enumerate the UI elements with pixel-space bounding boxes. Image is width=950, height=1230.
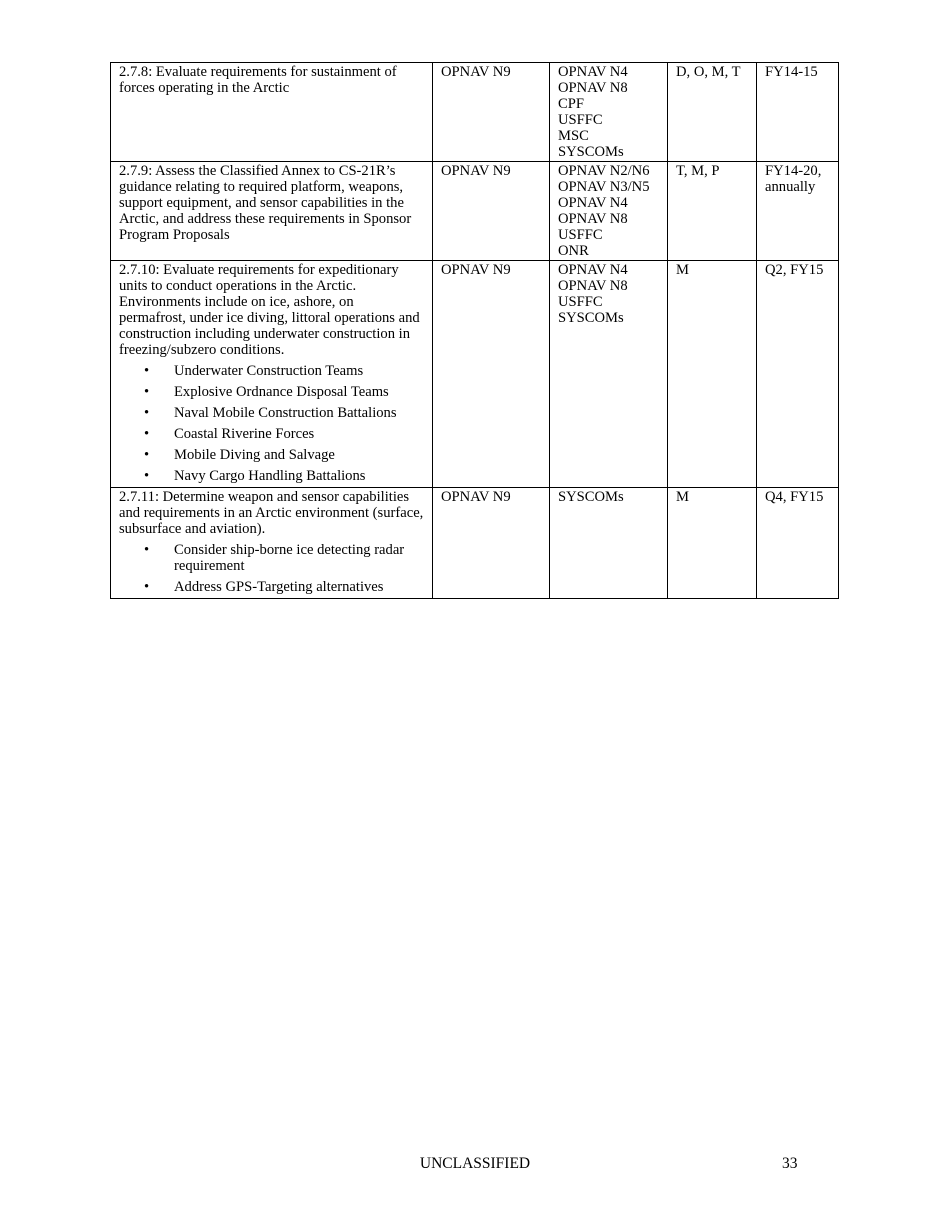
bullet-item: • Coastal Riverine Forces [174,426,424,442]
supporting-item: SYSCOMs [558,489,624,505]
task-cell [111,63,433,162]
supporting-item: CPF [558,96,584,112]
lead-text: OPNAV N9 [441,489,511,505]
classification-marking: UNCLASSIFIED [419,1155,531,1172]
task-table [110,62,839,599]
dotmlpf-text: T, M, P [676,163,720,179]
date-cell [757,488,839,599]
bullet-item: • Underwater Construction Teams [174,363,424,379]
task-text: 2.7.10: Evaluate requirements for expeditionary units to conduct operations in the Arctic. Environments include on ice, ashore, on permafrost, under ice diving, littoral operations and construction including underwater construction in freezing/subzero conditions. [119,262,420,358]
task-cell [111,162,433,261]
lead-cell [433,488,550,599]
task-text: 2.7.9: Assess the Classified Annex to CS-21R’s guidance relating to required platform, weapons, support equipment, and sensor capabilities in the Arctic, and address these requirements in Sponsor Program Proposals [119,163,412,243]
lead-text: OPNAV N9 [441,262,511,278]
supporting-item: SYSCOMs [558,144,624,160]
bullet-item: • Explosive Ordnance Disposal Teams [174,384,424,400]
lead-cell [433,63,550,162]
supporting-cell [550,63,668,162]
date-text: FY14-15 [765,64,818,80]
supporting-item: USFFC [558,227,603,243]
dotmlpf-cell [668,261,757,488]
supporting-item: OPNAV N2/N6 [558,163,650,179]
table-row [111,488,839,599]
lead-cell [433,261,550,488]
lead-text: OPNAV N9 [441,163,511,179]
dotmlpf-text: M [676,262,689,278]
lead-text: OPNAV N9 [441,64,511,80]
table-row [111,162,839,261]
dotmlpf-cell [668,162,757,261]
date-cell [757,261,839,488]
supporting-cell [550,261,668,488]
bullet-item: • Navy Cargo Handling Battalions [174,468,424,484]
dotmlpf-text: M [676,489,689,505]
bullet-item: • Naval Mobile Construction Battalions [174,405,424,421]
supporting-item: MSC [558,128,589,144]
date-text: FY14-20, annually [765,163,822,195]
supporting-item: SYSCOMs [558,310,624,326]
task-bullet-list [119,363,424,484]
supporting-item: ONR [558,243,589,259]
task-cell [111,488,433,599]
supporting-item: OPNAV N4 [558,64,628,80]
task-text: 2.7.8: Evaluate requirements for sustainment of forces operating in the Arctic [119,64,397,96]
lead-cell [433,162,550,261]
dotmlpf-cell [668,488,757,599]
supporting-item: OPNAV N4 [558,262,628,278]
dotmlpf-text: D, O, M, T [676,64,741,80]
page-number: 33 [782,1155,798,1172]
supporting-item: USFFC [558,112,603,128]
task-text: 2.7.11: Determine weapon and sensor capabilities and requirements in an Arctic environment (surface, subsurface and aviation). [119,489,424,537]
date-text: Q4, FY15 [765,489,824,505]
supporting-item: OPNAV N4 [558,195,628,211]
supporting-item: USFFC [558,294,603,310]
date-cell [757,162,839,261]
supporting-item: OPNAV N8 [558,80,628,96]
supporting-item: OPNAV N8 [558,278,628,294]
date-cell [757,63,839,162]
date-text: Q2, FY15 [765,262,824,278]
table-row [111,63,839,162]
bullet-item: • Mobile Diving and Salvage [174,447,424,463]
supporting-item: OPNAV N3/N5 [558,179,650,195]
task-table-body [111,63,839,599]
supporting-cell [550,162,668,261]
bullet-item: • Consider ship-borne ice detecting radar requirement [174,542,424,574]
bullet-item: • Address GPS-Targeting alternatives [174,579,424,595]
dotmlpf-cell [668,63,757,162]
task-bullet-list [119,542,424,595]
task-cell [111,261,433,488]
table-row [111,261,839,488]
supporting-cell [550,488,668,599]
supporting-item: OPNAV N8 [558,211,628,227]
